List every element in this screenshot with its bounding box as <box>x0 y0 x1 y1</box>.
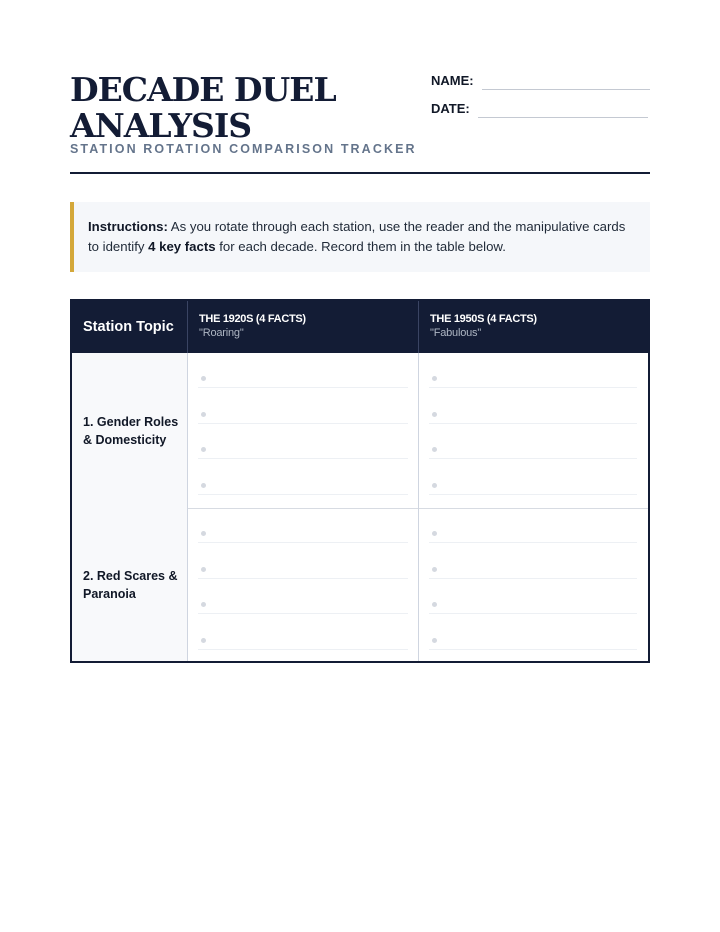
fact-answer-line[interactable] <box>198 648 408 650</box>
instructions-emphasis: 4 key facts <box>148 239 216 254</box>
fact-answer-line[interactable] <box>429 422 637 424</box>
header-divider <box>70 172 650 174</box>
fact-answer-line[interactable] <box>429 386 637 388</box>
instructions-text-after: for each decade. Record them in the table below. <box>215 239 506 254</box>
bullet-icon <box>201 531 206 536</box>
date-input-line[interactable] <box>478 116 648 118</box>
cell-divider <box>418 353 419 508</box>
bullet-icon <box>201 483 206 488</box>
name-label: NAME: <box>431 73 474 88</box>
bullet-icon <box>432 638 437 643</box>
instructions-box <box>70 202 650 272</box>
cell-divider <box>418 508 419 661</box>
fact-answer-line[interactable] <box>429 577 637 579</box>
fact-cell-1950s[interactable] <box>429 508 637 661</box>
bullet-icon <box>432 483 437 488</box>
bullet-icon <box>432 376 437 381</box>
fact-answer-line[interactable] <box>429 648 637 650</box>
fact-answer-line[interactable] <box>198 386 408 388</box>
header-divider-2 <box>418 301 419 353</box>
bullet-icon <box>432 447 437 452</box>
bullet-icon <box>201 412 206 417</box>
fact-cell-1920s[interactable] <box>198 353 408 508</box>
fact-answer-line[interactable] <box>198 422 408 424</box>
fact-cell-1920s[interactable] <box>198 508 408 661</box>
column-header-1920s <box>199 313 306 339</box>
bullet-icon <box>201 376 206 381</box>
fact-answer-line[interactable] <box>429 541 637 543</box>
table-row <box>72 353 648 509</box>
column-heading-1920s: THE 1920S (4 FACTS) <box>199 313 306 325</box>
date-label: DATE: <box>431 101 470 116</box>
page-subtitle: STATION ROTATION COMPARISON TRACKER <box>70 142 417 156</box>
instructions-lead: Instructions: <box>88 219 168 234</box>
date-field[interactable] <box>431 101 648 116</box>
header-divider-1 <box>187 301 188 353</box>
topic-cell <box>72 353 187 508</box>
bullet-icon <box>201 638 206 643</box>
fact-answer-line[interactable] <box>198 493 408 495</box>
fact-answer-line[interactable] <box>429 493 637 495</box>
fact-answer-line[interactable] <box>198 457 408 459</box>
cell-divider <box>187 508 188 661</box>
name-input-line[interactable] <box>482 88 650 90</box>
table-header <box>72 301 648 353</box>
bullet-icon <box>432 602 437 607</box>
bullet-icon <box>201 567 206 572</box>
column-header-1950s <box>430 313 537 339</box>
bullet-icon <box>432 412 437 417</box>
instructions-text-before: As you rotate through each station, use the reader and the manipulative cards to identify <box>88 219 626 254</box>
bullet-icon <box>432 567 437 572</box>
name-field[interactable] <box>431 73 650 88</box>
page-title: DECADE DUEL ANALYSIS <box>70 70 336 145</box>
fact-answer-line[interactable] <box>429 612 637 614</box>
fact-cell-1950s[interactable] <box>429 353 637 508</box>
column-subheading-1950s: "Fabulous" <box>430 327 482 339</box>
table-row <box>72 508 648 661</box>
bullet-icon <box>201 602 206 607</box>
topic-column-header: Station Topic <box>83 319 174 335</box>
bullet-icon <box>432 531 437 536</box>
fact-answer-line[interactable] <box>198 541 408 543</box>
column-subheading-1920s: "Roaring" <box>199 327 244 339</box>
bullet-icon <box>201 447 206 452</box>
fact-answer-line[interactable] <box>198 577 408 579</box>
topic-label: 1. Gender Roles & Domesticity <box>83 414 179 447</box>
fact-answer-line[interactable] <box>429 457 637 459</box>
column-heading-1950s: THE 1950S (4 FACTS) <box>430 313 537 325</box>
fact-answer-line[interactable] <box>198 612 408 614</box>
topic-label: 2. Red Scares & Paranoia <box>83 568 178 601</box>
comparison-table <box>70 299 650 663</box>
cell-divider <box>187 353 188 508</box>
topic-cell <box>72 508 187 661</box>
